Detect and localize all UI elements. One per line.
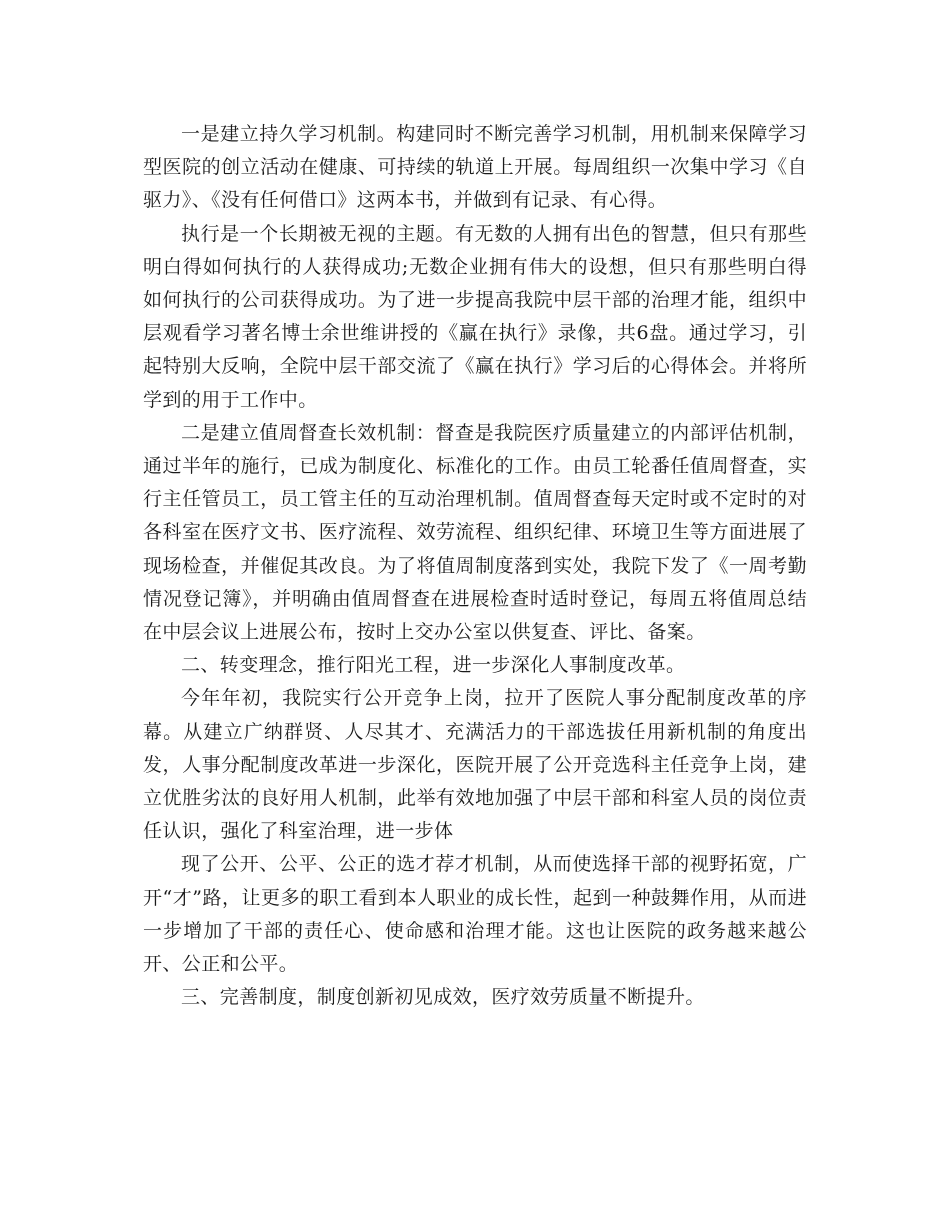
paragraph-weekly-supervision: 二是建立值周督查长效机制：督查是我院医疗质量建立的内部评估机制，通过半年的施行，已成为制度化、标准化的工作。由员工轮番任值周督查，实行主任管员工，员工管主任的互动治理机制。值周督查每天定时或不定时的对各科室在医疗文书、医疗流程、效劳流程、组织纪律、环境卫生等方面进展了现场检查，并催促其改良。为了将值周制度落到实处，我院下发了《一周考勤情况登记簿》，并明确由值周督查在进展检查时适时登记，每周五将值周总结在中层会议上进展公布，按时上交办公室以供复查、评比、备案。 — [143, 421, 807, 644]
paragraph-heading-improve-system: 三、完善制度，制度创新初见成效，医疗效劳质量不断提升。 — [181, 986, 705, 1009]
paragraph-execution: 执行是一个长期被无视的主题。有无数的人拥有出色的智慧，但只有那些明白得如何执行的人获得成功;无数企业拥有伟大的设想，但只有那些明白得如何执行的公司获得成功。为了进一步提高我院中层干部的治理才能，组织中层观看学习著名博士余世维讲授的《赢在执行》录像，共6盘。通过学习，引起特别大反响，全院中层干部交流了《赢在执行》学习后的心得体会。并将所学到的用于工作中。 — [143, 222, 807, 411]
paragraph-heading-personnel-reform: 二、转变理念，推行阳光工程，进一步深化人事制度改革。 — [181, 654, 686, 677]
paragraph-study-mechanism: 一是建立持久学习机制。构建同时不断完善学习机制，用机制来保障学习型医院的创立活动在健康、可持续的轨道上开展。每周组织一次集中学习《自驱力》、《没有任何借口》这两本书，并做到有记录、有心得。 — [143, 123, 807, 212]
paragraph-competition-for-posts: 今年年初，我院实行公开竞争上岗，拉开了医院人事分配制度改革的序幕。从建立广纳群贤、人尽其才、充满活力的干部选拔任用新机制的角度出发，人事分配制度改革进一步深化，医院开展了公开竞选科主任竞争上岗，建立优胜劣汰的良好用人机制，此举有效地加强了中层干部和科室人员的岗位责任认识，强化了科室治理，进一步体 — [143, 687, 807, 843]
paragraph-selection-mechanism: 现了公开、公平、公正的选才荐才机制，从而使选择干部的视野拓宽，广开“才”路，让更多的职工看到本人职业的成长性，起到一种鼓舞作用，从而进一步增加了干部的责任心、使命感和治理才能。这也让医院的政务越来越公开、公正和公平。 — [143, 853, 807, 976]
document-body — [143, 118, 807, 1014]
